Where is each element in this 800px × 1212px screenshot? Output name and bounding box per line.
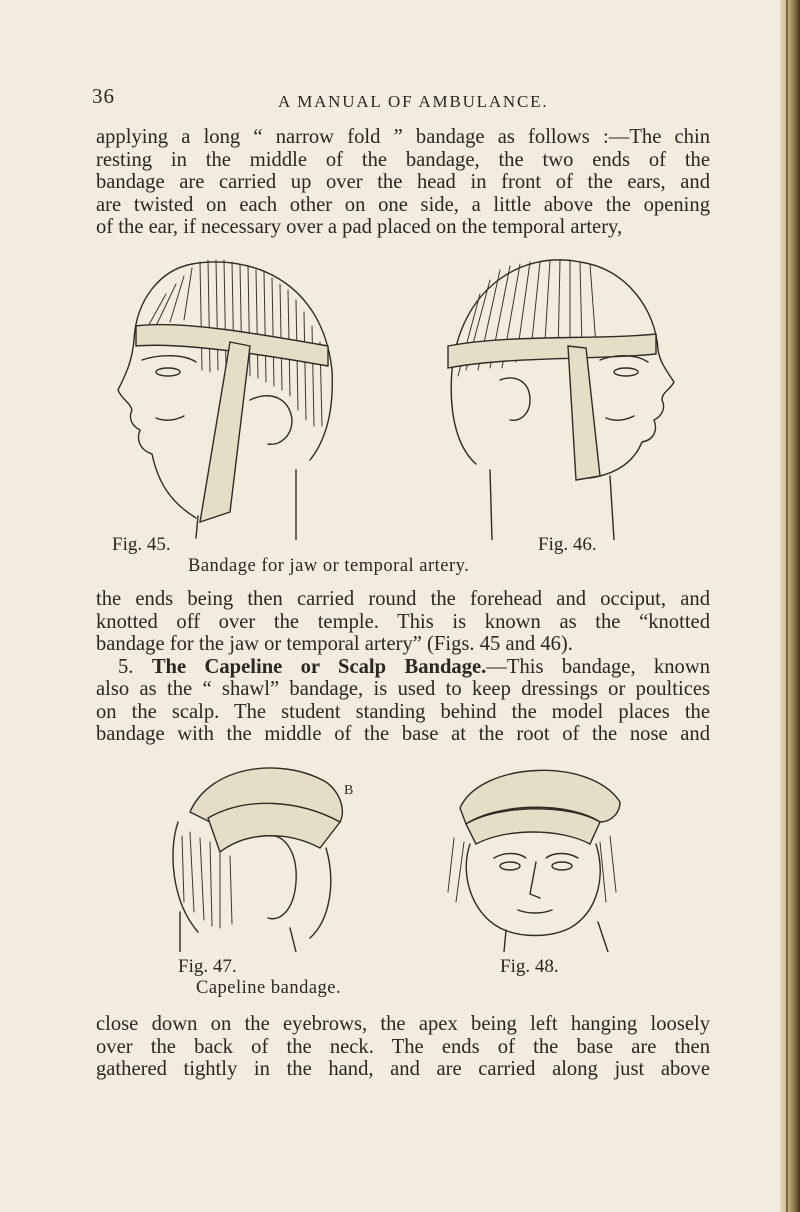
text-line: of the ear, if necessary over a pad placed on the temporal artery,: [96, 216, 623, 238]
spine-shadow-line: [786, 0, 788, 1212]
text-line: close down on the eyebrows, the apex being left hanging loosely: [96, 1013, 710, 1035]
running-head: A MANUAL OF AMBULANCE.: [278, 92, 549, 111]
paragraph-1: [96, 126, 710, 239]
page-number: 36: [92, 84, 115, 108]
text-line: on the scalp. The student standing behind the model places the: [96, 700, 710, 723]
figure-46-label: Fig. 46.: [538, 534, 597, 555]
text-line: also as the “ shawl” bandage, is used to keep dressings or poultices: [96, 678, 710, 700]
text-line: bandage for the jaw or temporal artery” (Figs. 45 and 46).: [96, 633, 573, 655]
figure-47-label: Fig. 47.: [178, 956, 237, 977]
head-back-capeline-illustration: [150, 752, 360, 952]
section-number: 5.: [118, 655, 134, 678]
figure-47-48-caption: Capeline bandage.: [196, 978, 342, 998]
text-line: over the back of the neck. The ends of the base are then: [96, 1035, 710, 1058]
section-heading-line: [96, 656, 710, 679]
paragraph-3: [96, 1013, 710, 1081]
text-line: applying a long “ narrow fold ” bandage as follows :—The chin: [96, 126, 710, 148]
paragraph-2: [96, 588, 710, 746]
head-profile-right-illustration: [430, 250, 680, 540]
text-line: the ends being then carried round the forehead and occiput, and: [96, 588, 710, 610]
section-heading-rest: —This bandage, known: [486, 655, 710, 678]
figure-mark: B: [344, 783, 354, 798]
book-spine-edge: [780, 0, 800, 1212]
figure-45-label: Fig. 45.: [112, 534, 171, 555]
head-front-capeline-illustration: [430, 752, 640, 952]
figure-45-46: [100, 250, 680, 580]
figure-48-label: Fig. 48.: [500, 956, 559, 977]
head-profile-left-illustration: [100, 250, 350, 540]
text-line: bandage with the middle of the base at the root of the nose and: [96, 723, 710, 745]
figure-45-46-caption: Bandage for jaw or temporal artery.: [188, 556, 470, 576]
text-line: are twisted on each other on one side, a little above the opening: [96, 193, 710, 216]
text-line: bandage are carried up over the head in front of the ears, and: [96, 171, 710, 193]
section-title: The Capeline or Scalp Bandage.: [151, 655, 487, 678]
text-line: resting in the middle of the bandage, the two ends of the: [96, 148, 710, 171]
figure-47-48: [130, 752, 650, 1004]
text-line: gathered tightly in the hand, and are carried along just above: [96, 1058, 710, 1080]
text-line: knotted off over the temple. This is known as the “knotted: [96, 610, 710, 633]
